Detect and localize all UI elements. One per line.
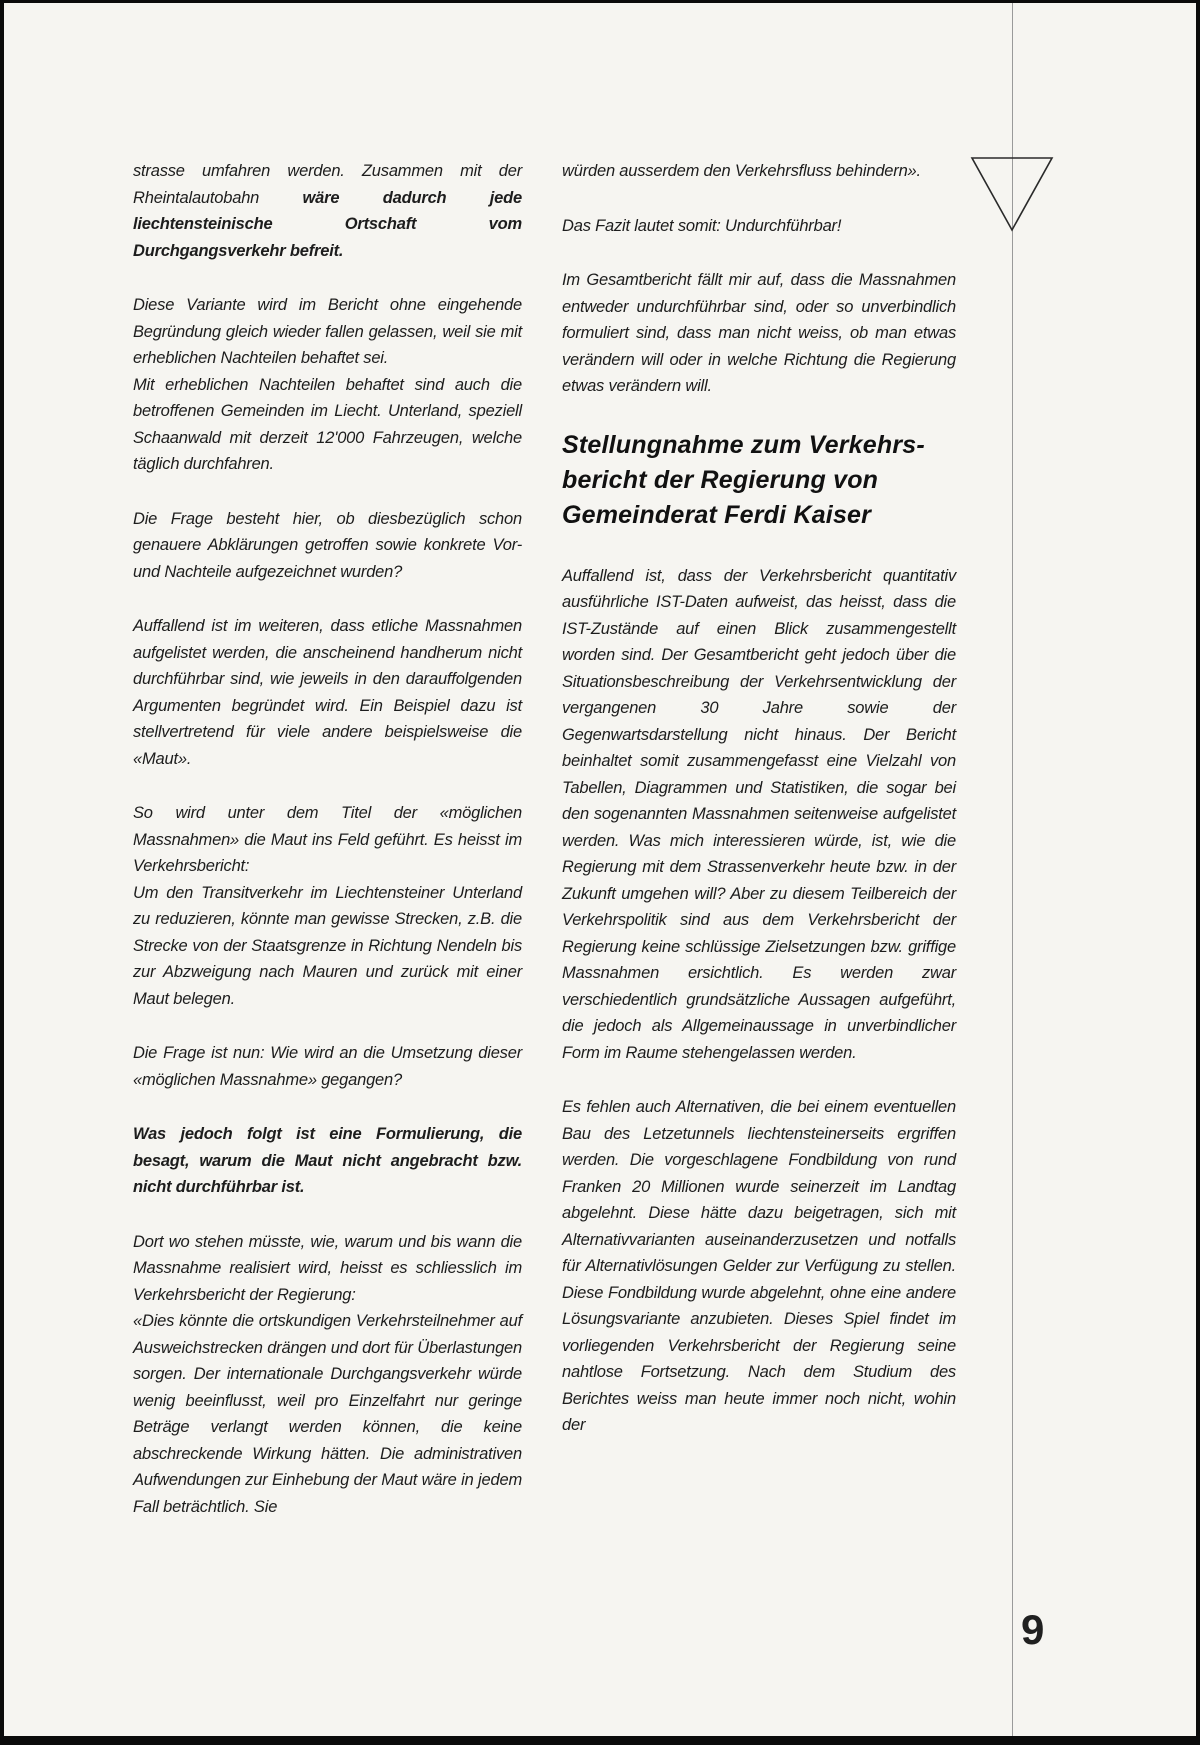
left-paragraph-2: Diese Variante wird im Bericht ohne eingehende Begründung gleich wieder fallen gelassen, weil sie mit erheblichen Nachteilen behaftet sei. Mit erheblichen Nachteilen behaftet sind auch die betroffenen Gemeinden im Liecht. Unterland, speziell Schaanwald mit derzeit 12'000 Fahrzeugen, welche täglich durchfahren. (133, 296, 522, 473)
left-paragraph-3: Die Frage besteht hier, ob diesbezüglich schon genauere Abklärungen getroffen sowie konkrete Vor- und Nachteile aufgezeichnet wurden? (133, 509, 522, 581)
right-paragraph-3: Im Gesamtbericht fällt mir auf, dass die Massnahmen entweder undurchführbar sind, oder so unverbindlich formuliert sind, dass man nicht weiss, ob man etwas verändern will oder in welche Richtung die Regierung etwas verändern will. (562, 271, 956, 395)
left-paragraph-6: Die Frage ist nun: Wie wird an die Umsetzung dieser «möglichen Massnahme» gegangen? (133, 1044, 522, 1089)
right-paragraph-1: würden ausserdem den Verkehrsfluss behindern». (562, 162, 921, 180)
right-paragraph-4: Auffallend ist, dass der Verkehrsbericht quantitativ ausführliche IST-Daten aufweist, das heisst, dass die IST-Zustände auf einen Blick zusammengestellt worden sind. Der Gesamtbericht geht jedoch über die Situationsbeschreibung der Verkehrsentwicklung der vergangenen 30 Jahre sowie der Gegenwartsdarstellung nicht hinaus. Der Bericht beinhaltet somit zusammengefasst eine Vielzahl von Tabellen, Diagrammen und Statistiken, die sogar bei den sogenannten Massnahmen seitenweise aufgelistet werden. Was mich interessieren würde, ist, wie die Regierung mit dem Strassenverkehr heute bzw. in der Zukunft umgehen will? Aber zu diesem Teilbereich der Verkehrspolitik sind aus dem Verkehrsbericht der Regierung keine schlüssige Zielsetzungen bzw. griffige Massnahmen ersichtlich. Es werden zwar verschiedentlich grundsätzliche Aussagen aufgeführt, die jedoch als Allgemeinaussage in unverbindlicher Form im Raume stehengelassen werden. (562, 566, 956, 1062)
right-column (562, 158, 956, 1439)
left-column (133, 158, 522, 1520)
right-paragraph-2: Das Fazit lautet somit: Undurchführbar! (562, 216, 842, 235)
margin-rule (1012, 3, 1013, 1736)
left-paragraph-4: Auffallend ist im weiteren, dass etliche Massnahmen aufgelistet werden, die anscheinend handherum nicht durchführbar sind, wie jeweils in den darauffolgenden Argumenten begründet wird. Ein Beispiel dazu ist stellvertretend für viele andere beispielsweise die «Maut». (133, 617, 522, 768)
page-number: 9 (1021, 1606, 1045, 1653)
left-paragraph-1: strasse umfahren werden. Zusammen mit der Rheintalautobahn wäre dadurch jede liechtensteinische Ortschaft vom Durchgangsverkehr befreit. (133, 162, 523, 260)
left-paragraph-8: Dort wo stehen müsste, wie, warum und bis wann die Massnahme realisiert wird, heisst es schliesslich im Verkehrsbericht der Regierung: «Dies könnte die ortskundigen Verkehrsteilnehmer auf Ausweichstrecken drängen und dort für Überlastungen sorgen. Der internationale Durchgangsverkehr würde wenig beeinflusst, weil pro Einzelfahrt nur geringe Beträge verlangt werden können, die keine abschreckende Wirkung hätten. Die administrativen Aufwendungen zur Einhebung der Maut wäre in jedem Fall beträchtlich. Sie (133, 1232, 522, 1516)
left-paragraph-5: So wird unter dem Titel der «möglichen Massnahmen» die Maut ins Feld geführt. Es heisst im Verkehrsbericht: Um den Transitverkehr im Liechtensteiner Unterland zu reduzieren, könnte man gewisse Strecken, z.B. die Strecke von der Staatsgrenze in Richtung Nendeln bis zur Abzweigung nach Mauren und zurück mit einer Maut belegen. (133, 804, 522, 1008)
right-paragraph-5: Es fehlen auch Alternativen, die bei einem eventuellen Bau des Letzetunnels liechtensteinerseits ergriffen werden. Die vorgeschlagene Fondbildung von rund Franken 20 Millionen wurde seinerzeit im Landtag abgelehnt. Diese hätte dazu beigetragen, sich mit Alternativvarianten auseinanderzusetzen und notfalls für Alternativlösungen Gelder zur Verfügung zu stellen. Diese Fondbildung wurde abgelehnt, ohne eine andere Lösungsvariante anzubieten. Dieses Spiel findet im vorliegenden Verkehrsbericht der Regierung seine nahtlose Fortsetzung. Nach dem Studium des Berichtes weiss man heute immer noch nicht, wohin der (562, 1098, 956, 1434)
left-paragraph-7-bold: Was jedoch folgt ist eine Formulierung, die besagt, warum die Maut nicht angebracht bzw. nicht durchführbar ist. (133, 1125, 522, 1196)
triangle-icon (970, 156, 1054, 232)
section-heading: Stellungnahme zum Verkehrs- bericht der Regierung von Gemeinderat Ferdi Kaiser (562, 430, 925, 529)
magazine-page (4, 3, 1196, 1736)
emphasis-text: wäre dadurch jede liechtensteinische Ortschaft vom Durchgangsverkehr befreit. (133, 188, 523, 260)
